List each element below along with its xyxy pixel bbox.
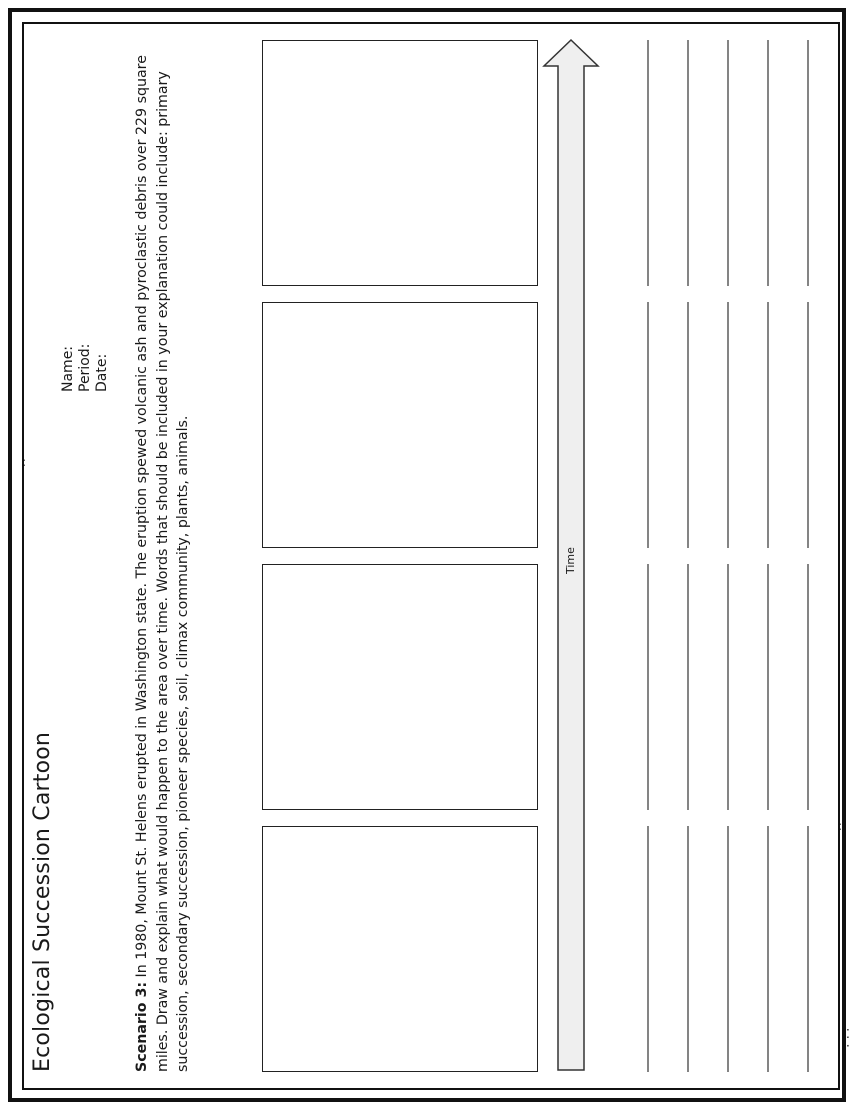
border-ornament: ⁚ · [8,205,12,231]
student-info [60,344,111,392]
writing-lines [640,38,820,1078]
name-field-label: Name: [60,345,76,392]
scenario-text: In 1980, Mount St. Helens erupted in Washington state. The eruption spewed volcanic ash and pyroclastic debris over 229 square miles. Draw and explain what would happen to the area over time. Words that should be included in your explanation could include: primary succession, secondary succession, pioneer species, soil, climax community, plants, animals. [134,55,191,1072]
cartoon-panel-3[interactable] [262,302,538,548]
page-title: Ecological Succession Cartoon [30,731,55,1072]
cartoon-panel-4[interactable] [262,40,538,286]
cartoon-panel-2[interactable] [262,564,538,810]
border-ornament: : [22,455,27,469]
border-ornament: : [838,819,843,833]
timeline-label: Time [564,547,577,574]
scenario-label: Scenario 3: [134,981,150,1072]
scenario-instructions [132,52,194,1072]
date-field-label: Date: [94,353,110,392]
period-field-label: Period: [77,343,93,392]
border-ornament: ⁚ · [846,1027,850,1053]
cartoon-panel-1[interactable] [262,826,538,1072]
